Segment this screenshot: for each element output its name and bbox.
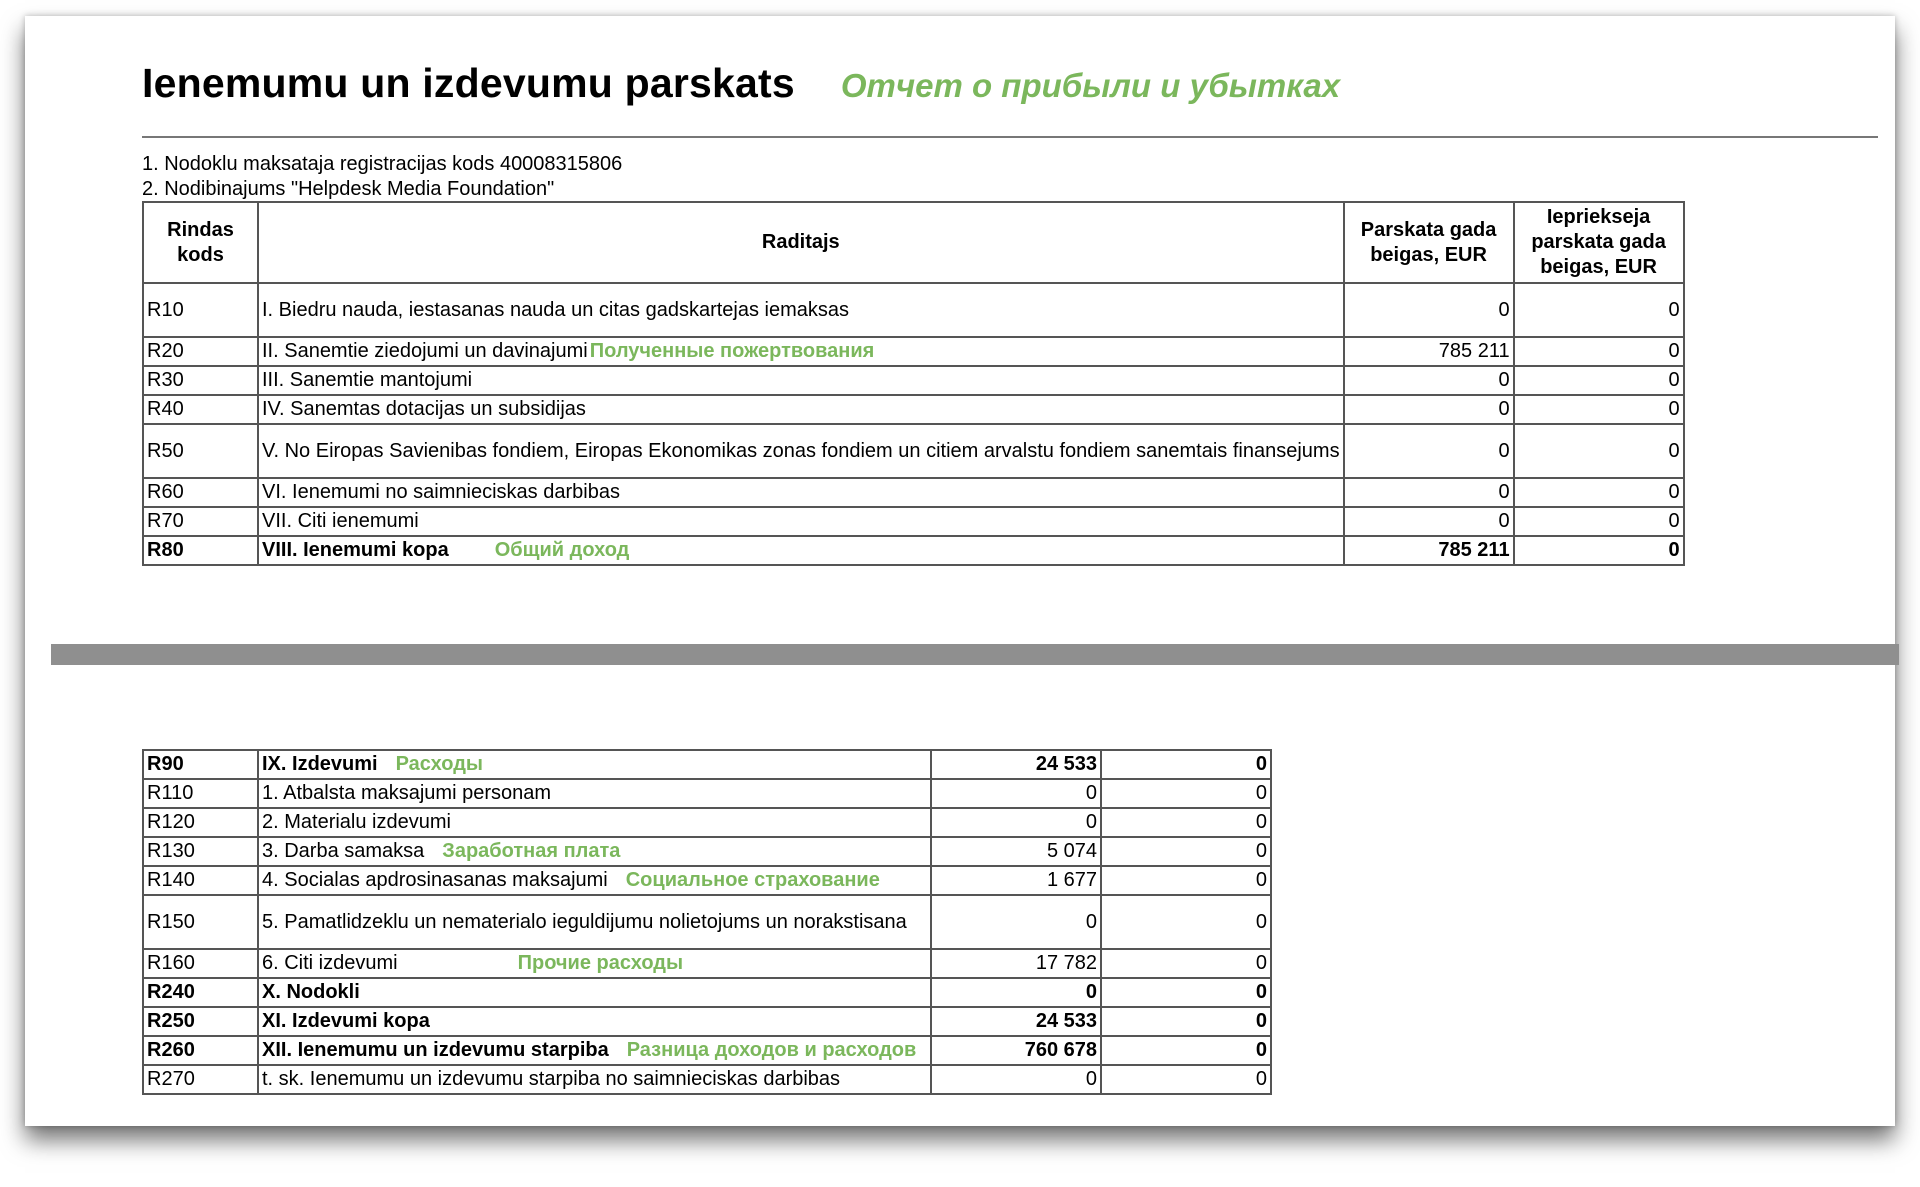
row-previous-value: 0 bbox=[1101, 750, 1271, 779]
row-current-value: 0 bbox=[1344, 283, 1514, 337]
table-row bbox=[143, 366, 1684, 395]
table-row bbox=[143, 866, 1271, 895]
row-annotation: Полученные пожертвования bbox=[589, 340, 875, 362]
row-label: 3. Darba samaksa bbox=[262, 840, 425, 862]
row-indicator bbox=[258, 366, 1344, 395]
row-current-value: 0 bbox=[931, 779, 1101, 808]
row-code: R20 bbox=[143, 337, 258, 366]
row-label: XII. Ienemumu un izdevumu starpiba bbox=[262, 1039, 609, 1061]
row-previous-value: 0 bbox=[1101, 779, 1271, 808]
table-row bbox=[143, 283, 1684, 337]
row-indicator bbox=[258, 978, 931, 1007]
table-row bbox=[143, 1036, 1271, 1065]
row-label: III. Sanemtie mantojumi bbox=[262, 369, 473, 391]
row-label: 4. Socialas apdrosinasanas maksajumi bbox=[262, 869, 608, 891]
row-previous-value: 0 bbox=[1101, 978, 1271, 1007]
row-previous-value: 0 bbox=[1101, 1036, 1271, 1065]
row-indicator bbox=[258, 1007, 931, 1036]
row-label: IX. Izdevumi bbox=[262, 753, 378, 775]
table-row bbox=[143, 507, 1684, 536]
table-row bbox=[143, 478, 1684, 507]
row-label: X. Nodokli bbox=[262, 981, 360, 1003]
row-label: XI. Izdevumi kopa bbox=[262, 1010, 430, 1032]
table-row bbox=[143, 536, 1684, 565]
row-current-value: 785 211 bbox=[1344, 337, 1514, 366]
row-indicator bbox=[258, 837, 931, 866]
row-indicator bbox=[258, 395, 1344, 424]
row-indicator bbox=[258, 949, 931, 978]
row-previous-value: 0 bbox=[1514, 507, 1684, 536]
expense-table bbox=[142, 749, 1272, 1095]
row-previous-value: 0 bbox=[1514, 366, 1684, 395]
row-indicator bbox=[258, 779, 931, 808]
row-code: R50 bbox=[143, 424, 258, 478]
row-code: R270 bbox=[143, 1065, 258, 1094]
row-previous-value: 0 bbox=[1101, 866, 1271, 895]
row-code: R60 bbox=[143, 478, 258, 507]
title-divider bbox=[142, 136, 1878, 138]
row-indicator bbox=[258, 808, 931, 837]
row-code: R130 bbox=[143, 837, 258, 866]
row-code: R120 bbox=[143, 808, 258, 837]
row-code: R260 bbox=[143, 1036, 258, 1065]
table-row bbox=[143, 1007, 1271, 1036]
row-indicator bbox=[258, 507, 1344, 536]
row-current-value: 0 bbox=[931, 1065, 1101, 1094]
income-rows bbox=[143, 283, 1684, 565]
row-previous-value: 0 bbox=[1514, 424, 1684, 478]
info-line-organization: 2. Nodibinajums "Helpdesk Media Foundation" bbox=[142, 178, 555, 200]
row-previous-value: 0 bbox=[1514, 337, 1684, 366]
row-code: R110 bbox=[143, 779, 258, 808]
table-row bbox=[143, 424, 1684, 478]
info-block bbox=[142, 152, 622, 202]
row-label: I. Biedru nauda, iestasanas nauda un citas gadskartejas iemaksas bbox=[262, 298, 850, 321]
table-row bbox=[143, 395, 1684, 424]
table-row bbox=[143, 949, 1271, 978]
row-indicator bbox=[258, 1036, 931, 1065]
row-previous-value: 0 bbox=[1101, 808, 1271, 837]
row-annotation: Заработная плата bbox=[442, 840, 621, 862]
document-page bbox=[25, 16, 1895, 1126]
row-current-value: 0 bbox=[1344, 478, 1514, 507]
row-code: R10 bbox=[143, 283, 258, 337]
row-indicator bbox=[258, 424, 1344, 478]
row-current-value: 760 678 bbox=[931, 1036, 1101, 1065]
row-code: R30 bbox=[143, 366, 258, 395]
table-row bbox=[143, 337, 1684, 366]
table-row bbox=[143, 837, 1271, 866]
table-row bbox=[143, 808, 1271, 837]
row-previous-value: 0 bbox=[1101, 837, 1271, 866]
section-separator bbox=[51, 644, 1899, 665]
row-previous-value: 0 bbox=[1101, 895, 1271, 949]
row-previous-value: 0 bbox=[1514, 478, 1684, 507]
row-annotation: Разница доходов и расходов bbox=[626, 1039, 917, 1061]
row-current-value: 1 677 bbox=[931, 866, 1101, 895]
row-indicator bbox=[258, 1065, 931, 1094]
row-code: R160 bbox=[143, 949, 258, 978]
row-code: R140 bbox=[143, 866, 258, 895]
row-code: R70 bbox=[143, 507, 258, 536]
row-current-value: 0 bbox=[931, 808, 1101, 837]
row-current-value: 5 074 bbox=[931, 837, 1101, 866]
row-current-value: 24 533 bbox=[931, 1007, 1101, 1036]
row-indicator bbox=[258, 895, 931, 949]
header-previous: Iepriekseja parskata gada beigas, EUR bbox=[1514, 202, 1684, 283]
row-previous-value: 0 bbox=[1101, 1007, 1271, 1036]
expense-rows bbox=[143, 750, 1271, 1094]
row-previous-value: 0 bbox=[1514, 283, 1684, 337]
header-code: Rindas kods bbox=[143, 202, 258, 283]
table-row bbox=[143, 895, 1271, 949]
row-code: R150 bbox=[143, 895, 258, 949]
row-annotation: Социальное страхование bbox=[625, 869, 880, 891]
row-code: R90 bbox=[143, 750, 258, 779]
row-label: VIII. Ienemumi kopa bbox=[262, 539, 449, 561]
header-indicator: Raditajs bbox=[258, 202, 1344, 283]
row-indicator bbox=[258, 750, 931, 779]
row-code: R40 bbox=[143, 395, 258, 424]
row-previous-value: 0 bbox=[1101, 1065, 1271, 1094]
row-indicator bbox=[258, 866, 931, 895]
row-label: VI. Ienemumi no saimnieciskas darbibas bbox=[262, 481, 620, 503]
row-label: 2. Materialu izdevumi bbox=[262, 811, 451, 833]
row-label: VII. Citi ienemumi bbox=[262, 510, 419, 532]
title-row bbox=[142, 60, 1340, 120]
table-row bbox=[143, 978, 1271, 1007]
row-code: R240 bbox=[143, 978, 258, 1007]
row-previous-value: 0 bbox=[1514, 536, 1684, 565]
income-table bbox=[142, 201, 1685, 566]
row-indicator bbox=[258, 536, 1344, 565]
row-current-value: 0 bbox=[931, 895, 1101, 949]
header-current: Parskata gada beigas, EUR bbox=[1344, 202, 1514, 283]
row-indicator bbox=[258, 283, 1344, 337]
row-code: R250 bbox=[143, 1007, 258, 1036]
row-label: t. sk. Ienemumu un izdevumu starpiba no saimnieciskas darbibas bbox=[262, 1068, 841, 1090]
header-row bbox=[143, 202, 1684, 283]
row-label: IV. Sanemtas dotacijas un subsidijas bbox=[262, 398, 586, 420]
row-annotation: Прочие расходы bbox=[517, 952, 684, 974]
row-current-value: 785 211 bbox=[1344, 536, 1514, 565]
table-row bbox=[143, 1065, 1271, 1094]
row-label: II. Sanemtie ziedojumi un davinajumi bbox=[262, 340, 588, 362]
row-current-value: 0 bbox=[1344, 507, 1514, 536]
row-current-value: 0 bbox=[1344, 395, 1514, 424]
title-translation: Отчет о прибыли и убытках bbox=[840, 67, 1341, 104]
row-current-value: 0 bbox=[931, 978, 1101, 1007]
row-annotation: Расходы bbox=[395, 753, 484, 775]
table-row bbox=[143, 779, 1271, 808]
row-current-value: 0 bbox=[1344, 366, 1514, 395]
row-code: R80 bbox=[143, 536, 258, 565]
row-current-value: 0 bbox=[1344, 424, 1514, 478]
row-annotation: Общий доход bbox=[494, 539, 630, 561]
row-previous-value: 0 bbox=[1514, 395, 1684, 424]
row-current-value: 24 533 bbox=[931, 750, 1101, 779]
info-line-tax-code: 1. Nodoklu maksataja registracijas kods 40008315806 bbox=[142, 153, 623, 175]
table-row bbox=[143, 750, 1271, 779]
row-indicator bbox=[258, 478, 1344, 507]
row-label: 6. Citi izdevumi bbox=[262, 952, 398, 974]
page-title: Ienemumu un izdevumu parskats bbox=[142, 60, 795, 106]
row-current-value: 17 782 bbox=[931, 949, 1101, 978]
row-previous-value: 0 bbox=[1101, 949, 1271, 978]
row-label: 1. Atbalsta maksajumi personam bbox=[262, 782, 552, 804]
row-indicator bbox=[258, 337, 1344, 366]
row-label: 5. Pamatlidzeklu un nematerialo ieguldijumu nolietojums un norakstisana bbox=[262, 910, 907, 933]
row-label: V. No Eiropas Savienibas fondiem, Eiropas Ekonomikas zonas fondiem un citiem arvalstu fondiem sanemtais finansejums bbox=[262, 439, 1340, 462]
